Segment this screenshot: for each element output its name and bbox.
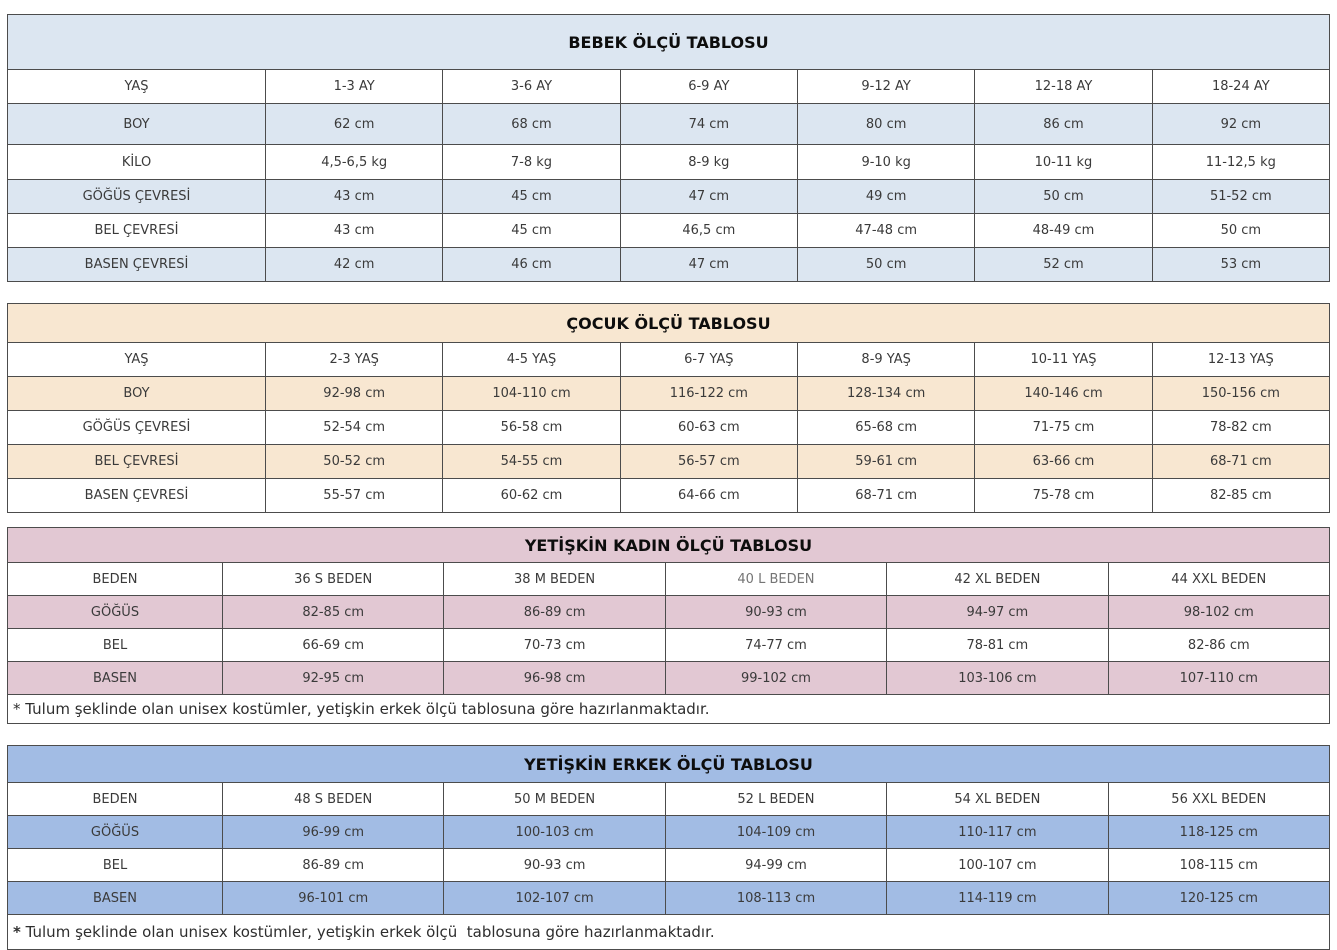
size-charts-page	[7, 14, 1330, 950]
row-label: GÖĞÜS	[8, 596, 223, 629]
table-cell: 92-95 cm	[223, 662, 444, 695]
table-title-row	[8, 15, 1330, 70]
row-label: BEDEN	[8, 563, 223, 596]
table-cell: 78-82 cm	[1152, 411, 1329, 445]
table-cell: 86 cm	[975, 104, 1152, 145]
table-cell: 104-109 cm	[665, 816, 886, 849]
table-cell: 52 cm	[975, 248, 1152, 282]
table-cell: 71-75 cm	[975, 411, 1152, 445]
row-label: GÖĞÜS ÇEVRESİ	[8, 411, 266, 445]
table-cell: 56 XXL BEDEN	[1108, 783, 1329, 816]
footnote-text: Tulum şeklinde olan unisex kostümler, yetişkin erkek ölçü tablosuna göre hazırlanmaktadır.	[20, 923, 715, 941]
table-row	[8, 816, 1330, 849]
table-row	[8, 377, 1330, 411]
footnote-row	[8, 915, 1330, 950]
table-cell: 96-99 cm	[223, 816, 444, 849]
row-label: BEDEN	[8, 783, 223, 816]
table-cell: 92-98 cm	[266, 377, 443, 411]
table-cell: 11-12,5 kg	[1152, 145, 1329, 180]
table-cell: 90-93 cm	[665, 596, 886, 629]
table-cell: 4-5 YAŞ	[443, 343, 620, 377]
table-cell: 46 cm	[443, 248, 620, 282]
table-cell: 60-63 cm	[620, 411, 797, 445]
table-cell: 140-146 cm	[975, 377, 1152, 411]
table-cell: 43 cm	[266, 180, 443, 214]
table-cell: 100-103 cm	[444, 816, 665, 849]
row-label: BOY	[8, 377, 266, 411]
table-row	[8, 411, 1330, 445]
table-cell: 47 cm	[620, 248, 797, 282]
row-label: GÖĞÜS ÇEVRESİ	[8, 180, 266, 214]
table-cell: 54-55 cm	[443, 445, 620, 479]
table-cell: 96-101 cm	[223, 882, 444, 915]
table-cell: 52 L BEDEN	[665, 783, 886, 816]
table-cell: 4,5-6,5 kg	[266, 145, 443, 180]
table-cell: 40 L BEDEN	[665, 563, 886, 596]
table-cell: 98-102 cm	[1108, 596, 1329, 629]
table-cell: 3-6 AY	[443, 70, 620, 104]
table-cell: 128-134 cm	[797, 377, 974, 411]
table-cell: 48 S BEDEN	[223, 783, 444, 816]
table-cell: 12-18 AY	[975, 70, 1152, 104]
table-row	[8, 445, 1330, 479]
table-cell: 82-85 cm	[1152, 479, 1329, 513]
table-cell: 65-68 cm	[797, 411, 974, 445]
row-label: BEL	[8, 629, 223, 662]
table-row	[8, 662, 1330, 695]
table-cell: 56-58 cm	[443, 411, 620, 445]
footnote	[8, 695, 1330, 724]
table-cell: 45 cm	[443, 180, 620, 214]
table-cell: 6-7 YAŞ	[620, 343, 797, 377]
table-cell: 7-8 kg	[443, 145, 620, 180]
table-cell: 12-13 YAŞ	[1152, 343, 1329, 377]
child-size-table	[7, 303, 1330, 513]
row-label: BEL	[8, 849, 223, 882]
table-cell: 74 cm	[620, 104, 797, 145]
table-cell: 102-107 cm	[444, 882, 665, 915]
table-cell: 114-119 cm	[887, 882, 1108, 915]
table-cell: 48-49 cm	[975, 214, 1152, 248]
table-row	[8, 479, 1330, 513]
table-row	[8, 563, 1330, 596]
table-cell: 110-117 cm	[887, 816, 1108, 849]
table-row	[8, 596, 1330, 629]
table-cell: 9-12 AY	[797, 70, 974, 104]
table-cell: 6-9 AY	[620, 70, 797, 104]
table-row	[8, 180, 1330, 214]
table-cell: 50 M BEDEN	[444, 783, 665, 816]
table-cell: 68-71 cm	[1152, 445, 1329, 479]
table-cell: 70-73 cm	[444, 629, 665, 662]
row-label: BASEN ÇEVRESİ	[8, 248, 266, 282]
row-label: BEL ÇEVRESİ	[8, 445, 266, 479]
table-cell: 42 XL BEDEN	[887, 563, 1108, 596]
adult-men-size-table	[7, 745, 1330, 950]
table-cell: 118-125 cm	[1108, 816, 1329, 849]
table-row	[8, 248, 1330, 282]
adult-women-size-table-section	[7, 527, 1330, 724]
row-label: BASEN ÇEVRESİ	[8, 479, 266, 513]
footnote-marker: *	[13, 700, 21, 718]
table-cell: 90-93 cm	[444, 849, 665, 882]
row-label: GÖĞÜS	[8, 816, 223, 849]
table-cell: 8-9 kg	[620, 145, 797, 180]
table-cell: 55-57 cm	[266, 479, 443, 513]
table-cell: 38 M BEDEN	[444, 563, 665, 596]
table-cell: 18-24 AY	[1152, 70, 1329, 104]
table-cell: 51-52 cm	[1152, 180, 1329, 214]
table-cell: 10-11 kg	[975, 145, 1152, 180]
table-cell: 66-69 cm	[223, 629, 444, 662]
table-cell: 63-66 cm	[975, 445, 1152, 479]
table-cell: 68-71 cm	[797, 479, 974, 513]
row-label: YAŞ	[8, 343, 266, 377]
table-cell: 49 cm	[797, 180, 974, 214]
table-row	[8, 104, 1330, 145]
table-title-row	[8, 304, 1330, 343]
table-cell: 9-10 kg	[797, 145, 974, 180]
table-title: YETİŞKİN KADIN ÖLÇÜ TABLOSU	[8, 528, 1330, 563]
table-title-row	[8, 528, 1330, 563]
table-cell: 82-86 cm	[1108, 629, 1329, 662]
table-cell: 86-89 cm	[444, 596, 665, 629]
table-cell: 92 cm	[1152, 104, 1329, 145]
table-cell: 82-85 cm	[223, 596, 444, 629]
table-cell: 116-122 cm	[620, 377, 797, 411]
table-cell: 53 cm	[1152, 248, 1329, 282]
child-size-table-section	[7, 303, 1330, 513]
table-cell: 103-106 cm	[887, 662, 1108, 695]
table-cell: 43 cm	[266, 214, 443, 248]
table-cell: 52-54 cm	[266, 411, 443, 445]
table-cell: 96-98 cm	[444, 662, 665, 695]
table-cell: 36 S BEDEN	[223, 563, 444, 596]
table-cell: 50 cm	[1152, 214, 1329, 248]
table-cell: 62 cm	[266, 104, 443, 145]
table-title-row	[8, 746, 1330, 783]
table-cell: 80 cm	[797, 104, 974, 145]
table-cell: 100-107 cm	[887, 849, 1108, 882]
table-row	[8, 882, 1330, 915]
table-row	[8, 343, 1330, 377]
row-label: BEL ÇEVRESİ	[8, 214, 266, 248]
footnote-row	[8, 695, 1330, 724]
table-cell: 150-156 cm	[1152, 377, 1329, 411]
table-cell: 50 cm	[975, 180, 1152, 214]
row-label: BOY	[8, 104, 266, 145]
table-cell: 2-3 YAŞ	[266, 343, 443, 377]
table-cell: 54 XL BEDEN	[887, 783, 1108, 816]
row-label: YAŞ	[8, 70, 266, 104]
table-cell: 10-11 YAŞ	[975, 343, 1152, 377]
table-cell: 120-125 cm	[1108, 882, 1329, 915]
table-title: YETİŞKİN ERKEK ÖLÇÜ TABLOSU	[8, 746, 1330, 783]
row-label: BASEN	[8, 662, 223, 695]
table-cell: 46,5 cm	[620, 214, 797, 248]
table-cell: 50 cm	[797, 248, 974, 282]
table-row	[8, 849, 1330, 882]
table-cell: 45 cm	[443, 214, 620, 248]
table-cell: 78-81 cm	[887, 629, 1108, 662]
adult-women-size-table	[7, 527, 1330, 724]
table-cell: 64-66 cm	[620, 479, 797, 513]
table-cell: 47 cm	[620, 180, 797, 214]
table-cell: 99-102 cm	[665, 662, 886, 695]
footnote	[8, 915, 1330, 950]
table-cell: 42 cm	[266, 248, 443, 282]
table-cell: 50-52 cm	[266, 445, 443, 479]
table-cell: 56-57 cm	[620, 445, 797, 479]
table-title: BEBEK ÖLÇÜ TABLOSU	[8, 15, 1330, 70]
table-row	[8, 214, 1330, 248]
footnote-text: Tulum şeklinde olan unisex kostümler, yetişkin erkek ölçü tablosuna göre hazırlanmaktadır.	[20, 700, 710, 718]
table-cell: 94-99 cm	[665, 849, 886, 882]
table-cell: 68 cm	[443, 104, 620, 145]
baby-size-table-section	[7, 14, 1330, 282]
table-title: ÇOCUK ÖLÇÜ TABLOSU	[8, 304, 1330, 343]
table-cell: 74-77 cm	[665, 629, 886, 662]
row-label: KİLO	[8, 145, 266, 180]
table-cell: 59-61 cm	[797, 445, 974, 479]
table-row	[8, 783, 1330, 816]
table-cell: 60-62 cm	[443, 479, 620, 513]
adult-men-size-table-section	[7, 745, 1330, 950]
table-cell: 47-48 cm	[797, 214, 974, 248]
baby-size-table	[7, 14, 1330, 282]
table-cell: 8-9 YAŞ	[797, 343, 974, 377]
table-cell: 108-115 cm	[1108, 849, 1329, 882]
table-cell: 108-113 cm	[665, 882, 886, 915]
table-cell: 104-110 cm	[443, 377, 620, 411]
table-cell: 94-97 cm	[887, 596, 1108, 629]
table-row	[8, 629, 1330, 662]
table-cell: 44 XXL BEDEN	[1108, 563, 1329, 596]
table-row	[8, 145, 1330, 180]
table-cell: 1-3 AY	[266, 70, 443, 104]
table-cell: 107-110 cm	[1108, 662, 1329, 695]
footnote-marker: *	[13, 923, 21, 941]
table-row	[8, 70, 1330, 104]
row-label: BASEN	[8, 882, 223, 915]
table-cell: 75-78 cm	[975, 479, 1152, 513]
table-cell: 86-89 cm	[223, 849, 444, 882]
